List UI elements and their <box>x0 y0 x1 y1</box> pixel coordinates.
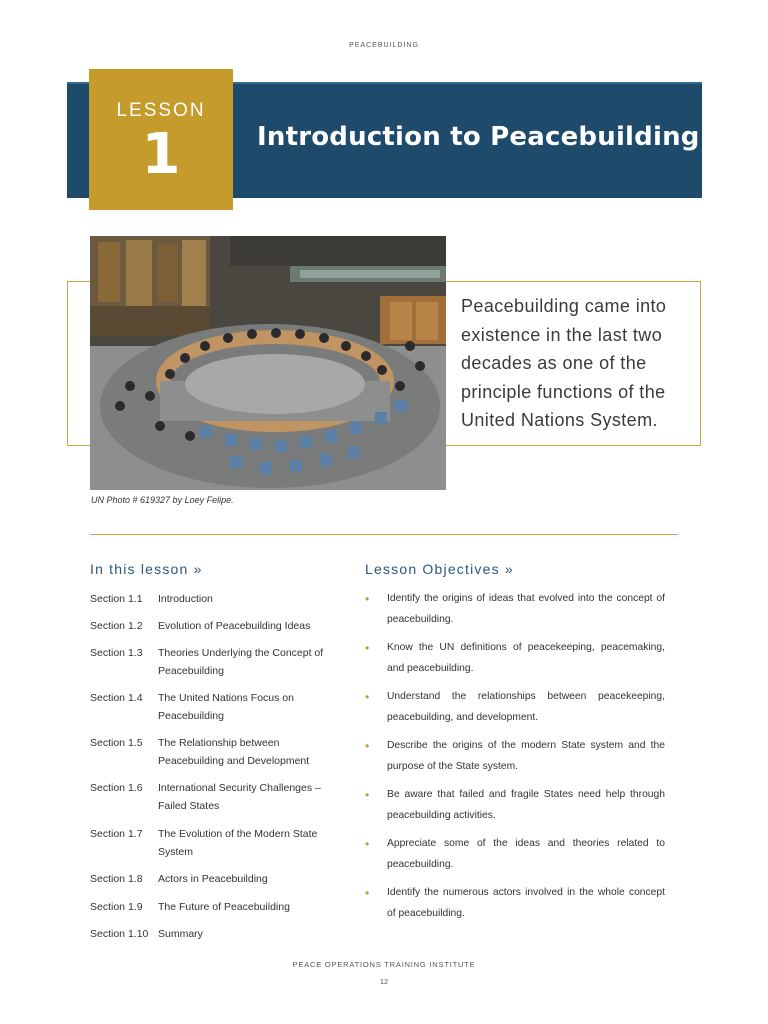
section-title: Theories Underlying the Concept of Peacebuilding <box>158 647 324 677</box>
section-title: International Security Challenges – Failed States <box>158 782 321 812</box>
section-number: Section 1.2 <box>90 620 143 632</box>
pull-quote: Peacebuilding came into existence in the last two decades as one of the principle functions of the United Nations System. <box>461 296 667 430</box>
section-title: Evolution of Peacebuilding Ideas <box>158 620 311 632</box>
objective-text: Appreciate some of the ideas and theories related to peacebuilding. <box>387 838 665 870</box>
objective-text: Identify the numerous actors involved in the whole concept of peacebuilding. <box>387 887 665 919</box>
bullet-icon: • <box>365 788 370 802</box>
section-number: Section 1.6 <box>90 782 143 794</box>
section-number: Section 1.9 <box>90 901 143 913</box>
security-council-photo <box>90 236 446 490</box>
page-number: 12 <box>379 977 389 986</box>
section-title: Summary <box>158 928 203 940</box>
section-title: The Evolution of the Modern State System <box>158 828 318 858</box>
running-head: PEACEBUILDING <box>349 42 419 49</box>
section-title: Introduction <box>158 593 213 605</box>
bullet-icon: • <box>365 886 370 900</box>
photo-caption: UN Photo # 619327 by Loey Felipe. <box>91 495 234 505</box>
section-divider <box>90 534 678 535</box>
lesson-title: Introduction to Peacebuilding <box>257 122 700 152</box>
bullet-icon: • <box>365 837 370 851</box>
section-title: Actors in Peacebuilding <box>158 873 268 885</box>
section-title: The Relationship between Peacebuilding and Development <box>158 737 310 767</box>
section-number: Section 1.3 <box>90 647 143 659</box>
lesson-number: 1 <box>141 122 181 187</box>
bullet-icon: • <box>365 592 370 606</box>
objective-text: Know the UN definitions of peacekeeping, peacemaking, and peacebuilding. <box>387 642 665 674</box>
objective-text: Be aware that failed and fragile States need help through peacebuilding activities. <box>387 789 665 821</box>
section-number: Section 1.10 <box>90 928 149 940</box>
in-this-lesson-heading: In this lesson » <box>90 561 203 577</box>
section-title: The United Nations Focus on Peacebuilding <box>158 692 294 722</box>
section-number: Section 1.4 <box>90 692 143 704</box>
section-number: Section 1.8 <box>90 873 143 885</box>
lesson-label: LESSON <box>116 100 206 121</box>
section-number: Section 1.5 <box>90 737 143 749</box>
bullet-icon: • <box>365 739 370 753</box>
bullet-icon: • <box>365 641 370 655</box>
section-title: The Future of Peacebuilding <box>158 901 290 913</box>
bullet-icon: • <box>365 690 370 704</box>
section-number: Section 1.7 <box>90 828 143 840</box>
objective-text: Understand the relationships between peacekeeping, peacebuilding, and development. <box>387 691 665 723</box>
lesson-objectives-heading: Lesson Objectives » <box>365 561 514 577</box>
objective-text: Identify the origins of ideas that evolved into the concept of peacebuilding. <box>387 593 665 625</box>
section-number: Section 1.1 <box>90 593 143 605</box>
objective-text: Describe the origins of the modern State system and the purpose of the State system. <box>387 740 665 772</box>
lesson-badge <box>89 69 233 210</box>
footer-publisher: PEACE OPERATIONS TRAINING INSTITUTE <box>292 960 476 969</box>
